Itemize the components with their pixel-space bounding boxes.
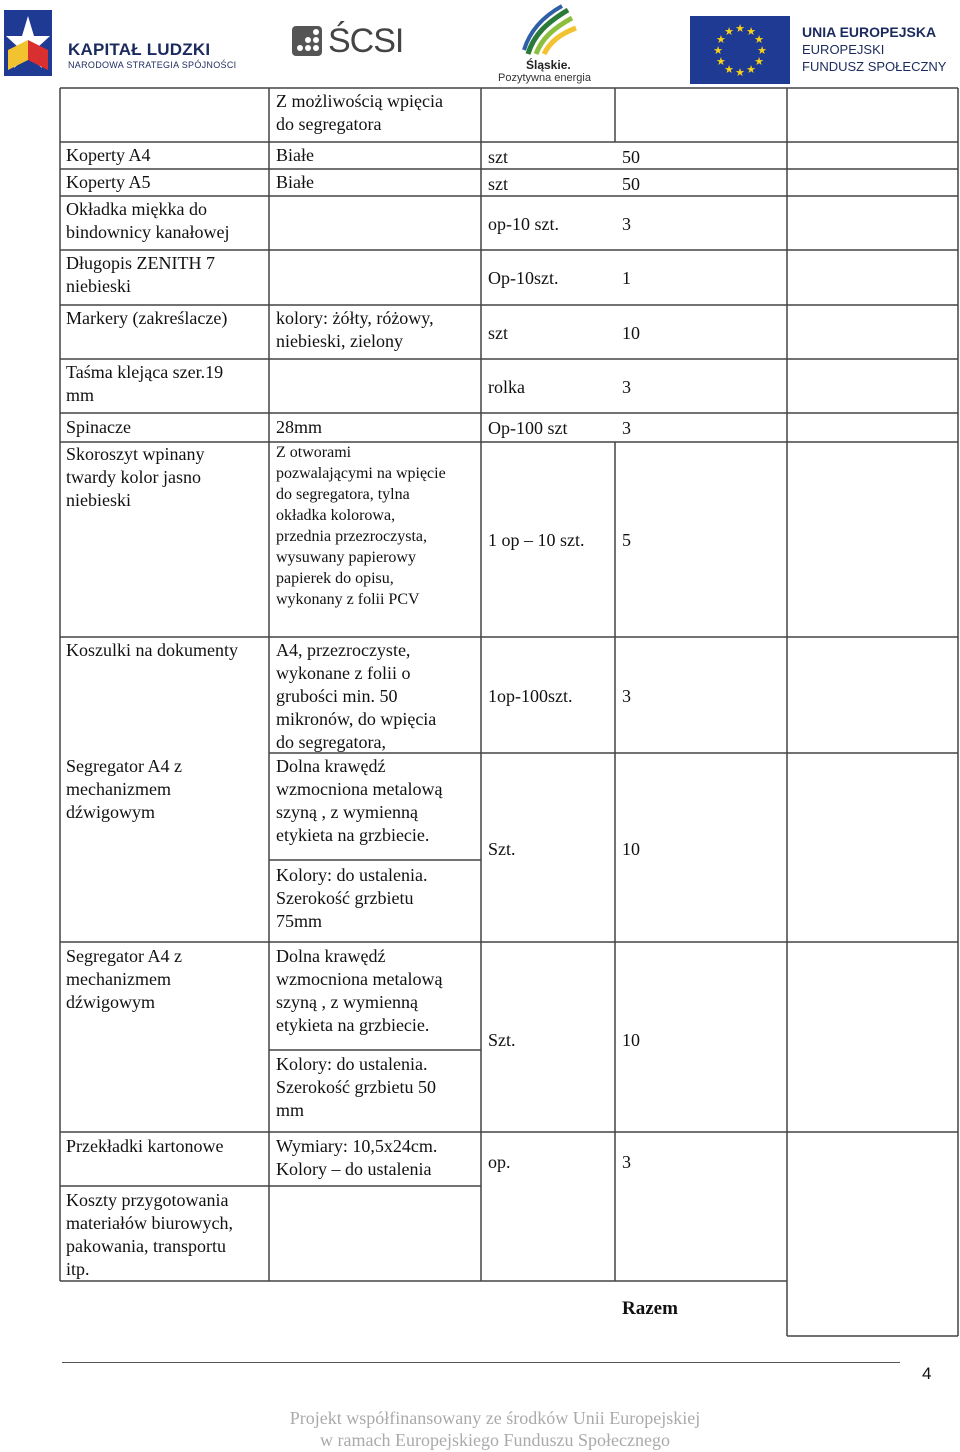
total-label: Razem (622, 1298, 678, 1319)
name-line: materiałów biurowych, (66, 1213, 233, 1233)
row11-unit: Szt. (488, 1030, 516, 1050)
eu-star-icon: ★ (746, 25, 756, 38)
desc-line: wysuwany papierowy (276, 549, 416, 566)
row10-qty: 10 (622, 839, 640, 859)
row10-desc (276, 755, 442, 847)
row2-qty: 50 (622, 174, 640, 194)
desc-line: Kolory – do ustalenia (276, 1159, 432, 1179)
desc-line: papierek do opisu, (276, 570, 394, 587)
footer-line2: w ramach Europejskiego Funduszu Społecznego (320, 1430, 670, 1450)
row0-desc (276, 90, 443, 136)
row11-desc2 (276, 1053, 436, 1122)
desc-line: Kolory: do ustalenia. (276, 865, 428, 885)
row4-qty: 1 (622, 268, 631, 288)
row7-desc: 28mm (276, 417, 323, 437)
desc-line: szyną , z wymienną (276, 992, 418, 1012)
row2-name: Koperty A5 (66, 172, 151, 192)
row5-name: Markery (zakreślacze) (66, 308, 228, 328)
name-line: niebieski (66, 276, 131, 296)
row8-name (66, 443, 205, 512)
row1-name: Koperty A4 (66, 145, 151, 165)
row6-name (66, 361, 223, 407)
row8-unit: 1 op – 10 szt. (488, 530, 585, 550)
desc-line: Z możliwością wpięcia (276, 91, 443, 111)
name-line: Okładka miękka do (66, 199, 207, 219)
row2-desc: Białe (276, 172, 314, 192)
row5-desc (276, 307, 434, 353)
kapital-ludzki-title: KAPITAŁ LUDZKI (68, 40, 211, 59)
name-line: mechanizmem (66, 779, 171, 799)
row1-unit: szt (488, 147, 508, 167)
desc-line: wzmocniona metalową (276, 969, 443, 989)
row6-qty: 3 (622, 377, 631, 397)
slaskie-name: Śląskie. (526, 58, 571, 72)
row3-name (66, 198, 229, 244)
row1-desc: Białe (276, 145, 314, 165)
desc-line: Z otworami (276, 444, 352, 461)
row8-desc (276, 442, 446, 610)
eu-star-icon: ★ (724, 64, 734, 77)
row9-desc (276, 639, 436, 754)
footer-rule (62, 1362, 900, 1363)
row11-desc (276, 945, 442, 1037)
desc-line: grubości min. 50 (276, 686, 398, 706)
desc-line: Kolory: do ustalenia. (276, 1054, 428, 1074)
name-line: Długopis ZENITH 7 (66, 253, 215, 273)
desc-line: pozwalającymi na wpięcie (276, 465, 446, 482)
eu-line1: UNIA EUROPEJSKA (802, 24, 937, 40)
desc-line: Wymiary: 10,5x24cm. (276, 1136, 438, 1156)
row13-name (66, 1189, 233, 1281)
desc-line: Dolna krawędź (276, 756, 386, 776)
eu-star-icon: ★ (746, 64, 756, 77)
desc-line: szyną , z wymienną (276, 802, 418, 822)
desc-line: niebieski, zielony (276, 331, 403, 351)
desc-line: etykieta na grzbiecie. (276, 825, 430, 845)
desc-line: wykonane z folii o (276, 663, 411, 683)
eu-line3: FUNDUSZ SPOŁECZNY (802, 59, 947, 74)
row7-qty: 3 (622, 418, 631, 438)
eu-star-icon: ★ (735, 23, 745, 35)
desc-line: przednia przezroczysta, (276, 528, 428, 545)
row3-qty: 3 (622, 214, 631, 234)
name-line: Segregator A4 z (66, 946, 182, 966)
page-number: 4 (922, 1364, 932, 1383)
eu-star-icon: ★ (716, 34, 726, 46)
kapital-ludzki-subtitle: NARODOWA STRATEGIA SPÓJNOŚCI (68, 60, 237, 70)
row1-qty: 50 (622, 147, 640, 167)
row11-name (66, 945, 182, 1014)
name-line: dźwigowym (66, 802, 155, 822)
name-line: Segregator A4 z (66, 756, 182, 776)
desc-line: A4, przezroczyste, (276, 640, 411, 660)
row11-qty: 10 (622, 1030, 640, 1050)
footer-line1: Projekt współfinansowany ze środków Unii Europejskiej (289, 1408, 701, 1428)
name-line: mm (66, 385, 95, 405)
scsi-name: ŚCSI (328, 22, 404, 60)
eu-star-icon: ★ (724, 25, 734, 38)
name-line: twardy kolor jasno (66, 467, 201, 487)
eu-star-icon: ★ (716, 56, 726, 68)
desc-line: do segregatora, (276, 732, 386, 752)
eu-star-icon: ★ (754, 56, 764, 68)
desc-line: mm (276, 1100, 305, 1120)
desc-line: okładka kolorowa, (276, 507, 396, 524)
row10-desc2 (276, 864, 427, 933)
name-line: dźwigowym (66, 992, 155, 1012)
row8-qty: 5 (622, 530, 631, 550)
slaskie-slogan: Pozytywna energia (498, 72, 591, 84)
name-line: pakowania, transportu (66, 1236, 226, 1256)
desc-line: Szerokość grzbietu (276, 888, 414, 908)
desc-line: wzmocniona metalową (276, 779, 443, 799)
row6-unit: rolka (488, 377, 525, 397)
eu-star-icon: ★ (735, 67, 745, 79)
desc-line: Dolna krawędź (276, 946, 386, 966)
desc-line: do segregatora (276, 114, 382, 134)
row12-name: Przekładki kartonowe (66, 1136, 224, 1156)
eu-star-icon: ★ (713, 45, 723, 57)
eu-star-icon: ★ (757, 45, 767, 57)
name-line: mechanizmem (66, 969, 171, 989)
row10-unit: Szt. (488, 839, 516, 859)
desc-line: Szerokość grzbietu 50 (276, 1077, 436, 1097)
row7-unit: Op-100 szt (488, 418, 568, 438)
name-line: itp. (66, 1259, 90, 1279)
row3-unit: op-10 szt. (488, 214, 559, 234)
row10-name (66, 755, 182, 824)
row9-unit: 1op-100szt. (488, 686, 573, 706)
desc-line: wykonany z folii PCV (276, 591, 420, 608)
row9-qty: 3 (622, 686, 631, 706)
desc-line: mikronów, do wpięcia (276, 709, 437, 729)
eu-star-icon: ★ (754, 34, 764, 46)
row12-unit: op. (488, 1152, 511, 1172)
name-line: bindownicy kanałowej (66, 222, 230, 242)
row12-qty: 3 (622, 1152, 631, 1172)
row4-name (66, 252, 215, 298)
row4-unit: Op-10szt. (488, 268, 559, 288)
row2-unit: szt (488, 174, 508, 194)
row5-qty: 10 (622, 323, 640, 343)
row9-name: Koszulki na dokumenty (66, 640, 238, 660)
row5-unit: szt (488, 323, 508, 343)
desc-line: etykieta na grzbiecie. (276, 1015, 430, 1035)
name-line: Taśma klejąca szer.19 (66, 362, 224, 382)
row12-desc (276, 1135, 437, 1181)
desc-line: 75mm (276, 911, 323, 931)
name-line: Koszty przygotowania (66, 1190, 229, 1210)
desc-line: do segregatora, tylna (276, 486, 410, 503)
row7-name: Spinacze (66, 417, 131, 437)
eu-line2: EUROPEJSKI (802, 42, 885, 57)
desc-line: kolory: żółty, różowy, (276, 308, 434, 328)
name-line: niebieski (66, 490, 131, 510)
name-line: Skoroszyt wpinany (66, 444, 205, 464)
